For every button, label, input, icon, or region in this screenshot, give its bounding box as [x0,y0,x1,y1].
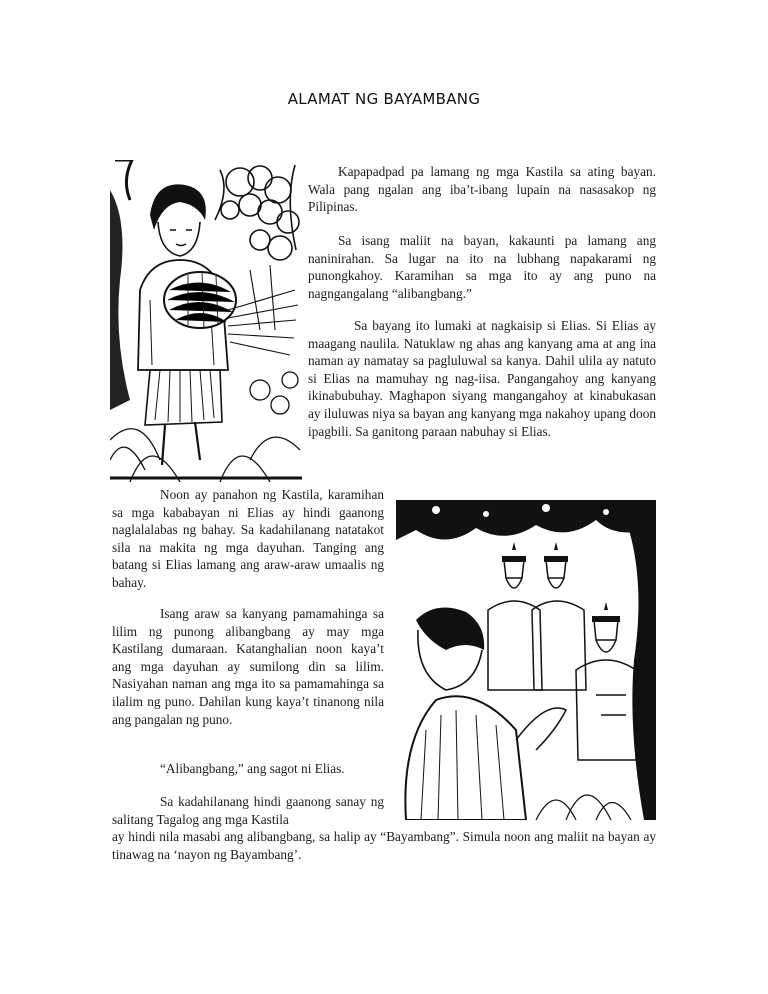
paragraph-7-start: Sa kadahilanang hindi gaanong sanay ng salitang Tagalog ang mga Kastila [112,794,384,827]
illustration-elias-and-soldiers [396,500,656,820]
illustration-boy-with-hat [110,160,302,482]
paragraph-2: Sa isang maliit na bayan, kakaunti pa lamang ang naninirahan. Sa lugar na ito na lubhang napakarami ng punongkahoy. Karamihan sa mga ito ay ang puno na nagngangalang “alibangbang.” [308,233,656,301]
paragraph-3: Sa bayang ito lumaki at nagkaisip si Elias. Si Elias ay maagang naulila. Natuklaw ng ahas ang kanyang ama at ang ina naman ay namatay sa pagluluwal sa kanya. Dahil ulila ay natuto si Elias na mamuhay ng nag-iisa. Pangangahoy ang kanyang ikinabubuhay. Maghapon siyang mangangahoy at kinabukasan ay iluluwas niya sa bayan ang kanyang mga nakahoy upang doon ipagbili. Sa ganitong paraan nabuhay si Elias. [308,318,656,439]
paragraph-5: Isang araw sa kanyang pamamahinga sa lilim ng punong alibangbang ay may mga Kastilang dumaraan. Katanghalian noon kaya’t ang mga dayuhan ay sumilong din sa lilim. Nasiyahan naman ang mga ito sa pamamahinga sa ilalim ng puno. Dahilan kung kaya’t tinanong nila ang pangalan ng puno. [112,606,384,727]
paragraph-1: Kapapadpad pa lamang ng mga Kastila sa ating bayan. Wala pang ngalan ang iba’t-ibang lupain na nasasakop ng Pilipinas. [308,164,656,215]
document-title: ALAMAT NG BAYAMBANG [287,90,481,108]
paragraph-4: Noon ay panahon ng Kastila, karamihan sa mga kababayan ni Elias ay hindi gaanong naglalalabas ng bahay. Sa kadahilanang natatakot sila na makita ng mga dayuhan. Tanging ang batang si Elias lamang ang araw-araw umaalis ng bahay. [112,487,384,590]
paragraph-6: “Alibangbang,” ang sagot ni Elias. [160,761,345,776]
paragraph-7-end: ay hindi nila masabi ang alibangbang, sa halip ay “Bayambang”. Simula noon ang maliit na bayan ay tinawag na ‘nayon ng Bayambang’. [112,829,656,862]
